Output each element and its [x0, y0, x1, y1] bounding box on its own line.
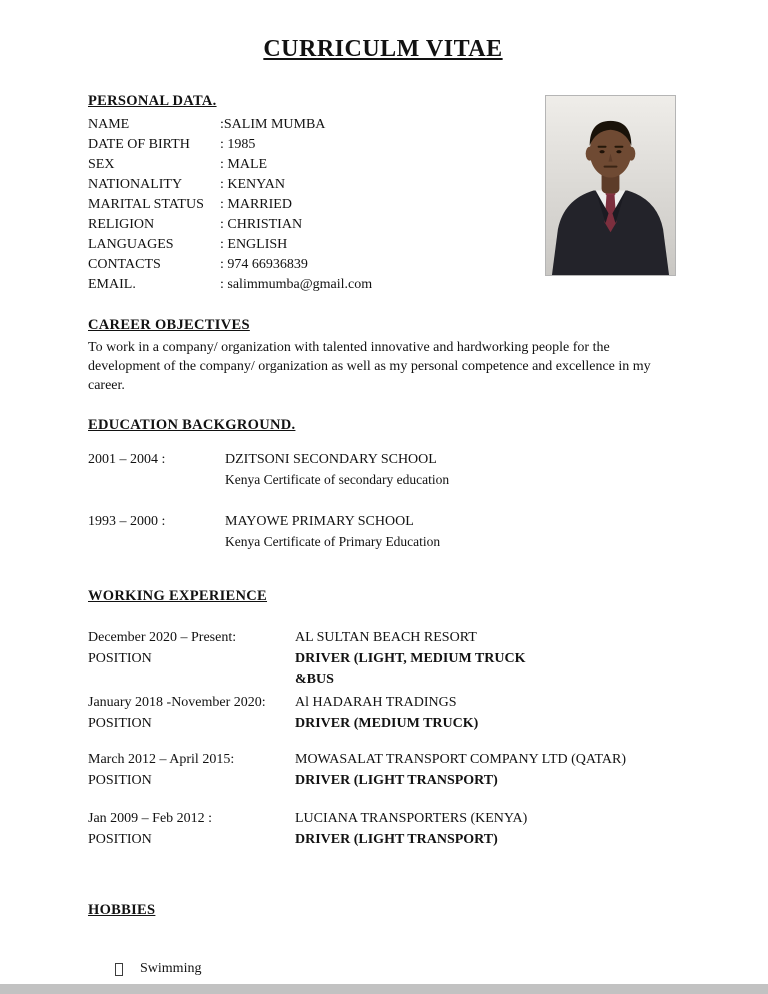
experience-line — [88, 648, 678, 669]
hobby-item — [115, 961, 678, 977]
personal-field-row — [88, 275, 678, 295]
position-label: POSITION — [88, 716, 152, 731]
experience-period: Jan 2009 – Feb 2012 : — [88, 811, 213, 826]
experience-position-continued: &BUS — [295, 672, 334, 687]
experience-line — [88, 829, 678, 850]
spacer — [88, 669, 295, 690]
experience-period: January 2018 -November 2020: — [88, 695, 266, 710]
field-label: SEX — [88, 157, 115, 172]
field-label: MARITAL STATUS — [88, 197, 204, 212]
experience-line — [88, 770, 678, 791]
education-school: DZITSONI SECONDARY SCHOOL — [225, 452, 437, 467]
field-value: : MARRIED — [220, 197, 292, 212]
experience-line — [88, 692, 678, 713]
position-label: POSITION — [88, 651, 152, 666]
field-value: :SALIM MUMBA — [220, 117, 326, 132]
section-career-objectives — [88, 317, 678, 395]
education-item — [88, 450, 678, 490]
education-heading: EDUCATION BACKGROUND. — [88, 417, 296, 433]
experience-position: DRIVER (LIGHT, MEDIUM TRUCK — [295, 651, 526, 666]
personal-data-heading: PERSONAL DATA. — [88, 93, 217, 109]
experience-position: DRIVER (LIGHT TRANSPORT) — [295, 773, 498, 788]
career-objectives-heading: CAREER OBJECTIVES — [88, 317, 250, 333]
hobby-label: Swimming — [140, 961, 202, 976]
experience-item — [88, 808, 678, 850]
experience-period: March 2012 – April 2015: — [88, 752, 235, 767]
education-certificate: Kenya Certificate of Primary Education — [225, 534, 441, 549]
square-bullet-icon — [115, 963, 123, 976]
field-label: EMAIL. — [88, 277, 136, 292]
field-value: : 974 66936839 — [220, 257, 308, 272]
section-working-experience — [88, 588, 678, 850]
section-education — [88, 417, 678, 552]
experience-item — [88, 749, 678, 791]
experience-company: Al HADARAH TRADINGS — [295, 695, 457, 710]
field-value: : 1985 — [220, 137, 256, 152]
education-school: MAYOWE PRIMARY SCHOOL — [225, 514, 414, 529]
experience-line — [88, 627, 678, 648]
career-objectives-text: To work in a company/ organization with talented innovative and hardworking people for the development of the company/ organization as well as my personal competence and excellence in my career. — [88, 340, 651, 393]
experience-period: December 2020 – Present: — [88, 630, 237, 645]
experience-item — [88, 692, 678, 734]
profile-photo-graphic — [546, 96, 675, 275]
education-period: 1993 – 2000 : — [88, 514, 166, 529]
field-label: LANGUAGES — [88, 237, 174, 252]
education-period: 2001 – 2004 : — [88, 452, 166, 467]
field-label: RELIGION — [88, 217, 155, 232]
section-hobbies — [88, 902, 678, 977]
experience-line — [88, 669, 678, 690]
experience-item — [88, 627, 678, 690]
experience-company: LUCIANA TRANSPORTERS (KENYA) — [295, 811, 528, 826]
field-value: : MALE — [220, 157, 268, 172]
education-item — [88, 512, 678, 552]
experience-position: DRIVER (MEDIUM TRUCK) — [295, 716, 479, 731]
field-label: CONTACTS — [88, 257, 161, 272]
position-label: POSITION — [88, 832, 152, 847]
position-label: POSITION — [88, 773, 152, 788]
hobbies-heading: HOBBIES — [88, 902, 156, 918]
profile-photo — [545, 95, 676, 276]
field-value: : KENYAN — [220, 177, 285, 192]
page-bottom-edge — [0, 984, 768, 994]
working-experience-heading: WORKING EXPERIENCE — [88, 588, 268, 604]
education-detail — [225, 512, 440, 552]
page-title: CURRICULM VITAE — [263, 36, 503, 62]
field-value: : salimmumba@gmail.com — [220, 277, 373, 292]
field-value: : ENGLISH — [220, 237, 288, 252]
field-label: DATE OF BIRTH — [88, 137, 190, 152]
experience-company: AL SULTAN BEACH RESORT — [295, 630, 477, 645]
education-detail — [225, 450, 449, 490]
field-value: : CHRISTIAN — [220, 217, 303, 232]
field-label: NAME — [88, 117, 130, 132]
experience-line — [88, 808, 678, 829]
field-label: NATIONALITY — [88, 177, 183, 192]
education-certificate: Kenya Certificate of secondary education — [225, 472, 450, 487]
experience-position: DRIVER (LIGHT TRANSPORT) — [295, 832, 498, 847]
experience-line — [88, 749, 678, 770]
experience-line — [88, 713, 678, 734]
experience-company: MOWASALAT TRANSPORT COMPANY LTD (QATAR) — [295, 752, 626, 767]
